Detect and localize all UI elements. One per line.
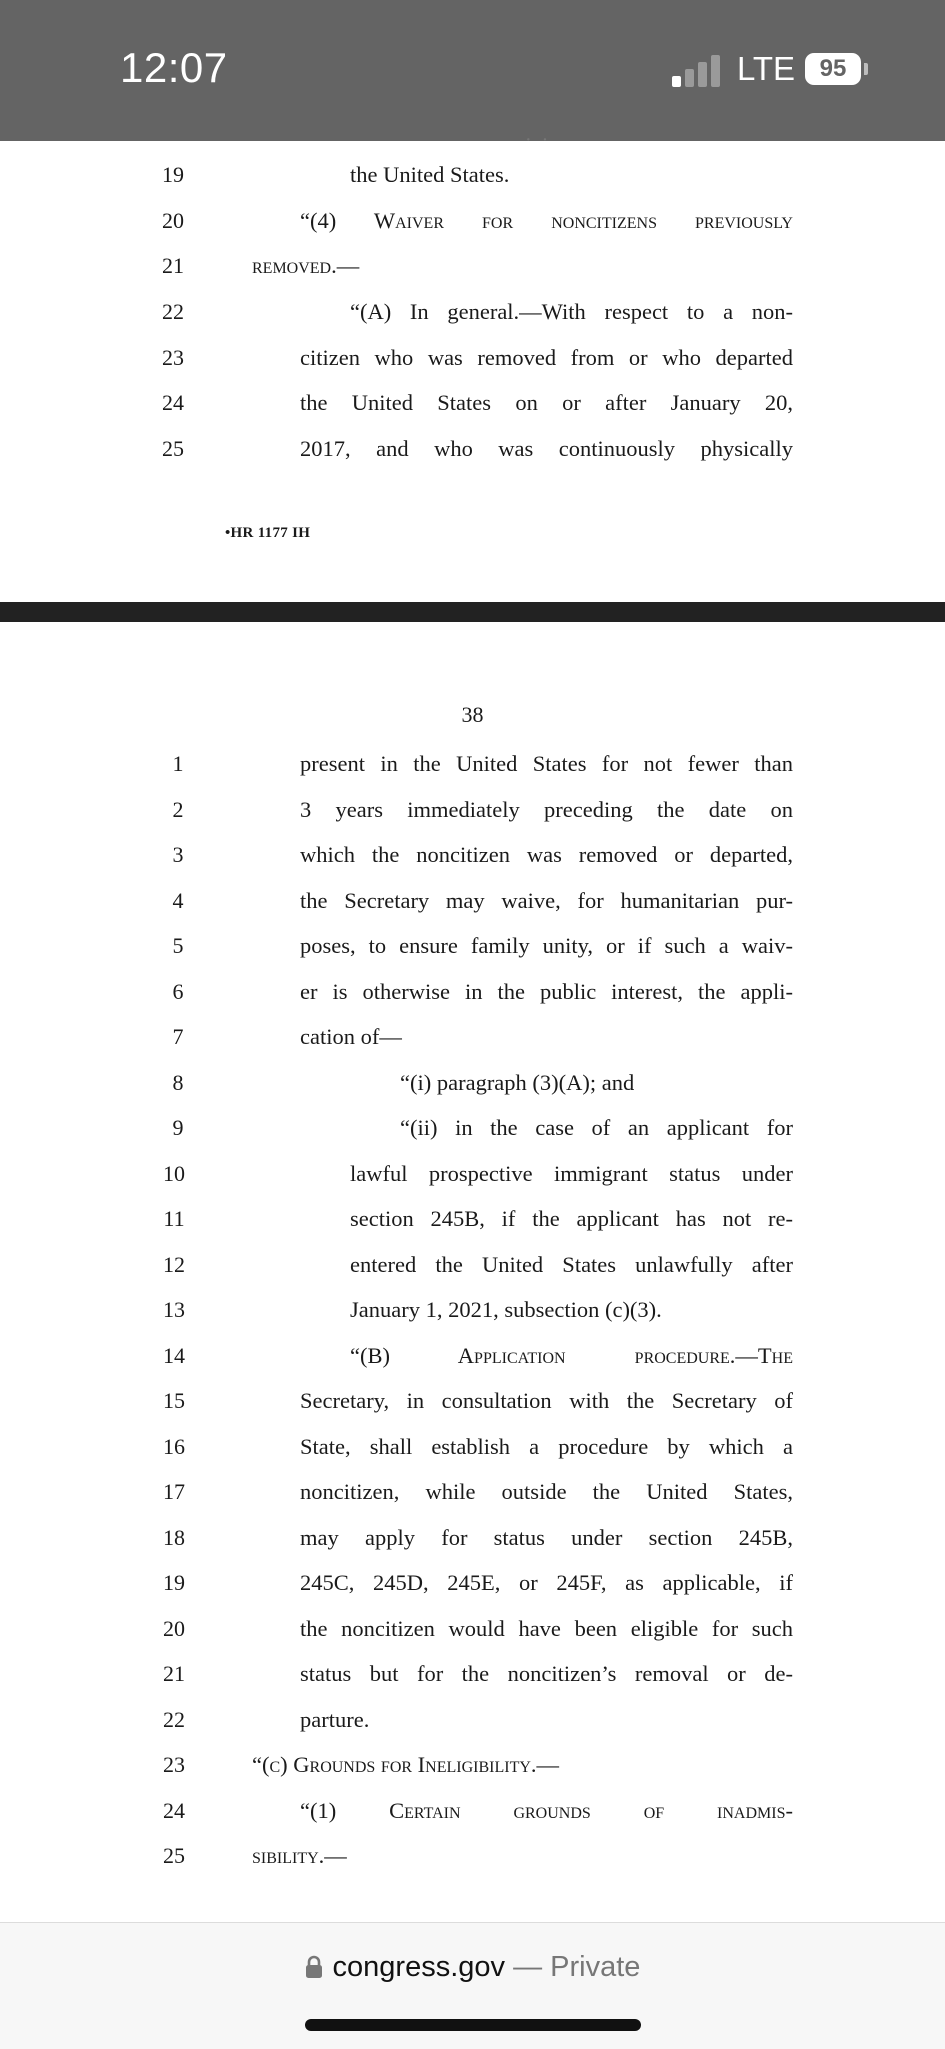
- text-line: the United States.: [350, 162, 510, 187]
- text-line: parture.: [300, 1707, 370, 1732]
- line-number: 16: [163, 1434, 185, 1459]
- text-line: “(B) Application procedure.—The: [350, 1343, 793, 1368]
- line-number: 9: [172, 1115, 184, 1140]
- status-bar: [0, 0, 945, 141]
- text-line: status but for the noncitizen’s removal or de-: [300, 1661, 793, 1686]
- line-number: 13: [163, 1297, 185, 1322]
- text-line: which the noncitizen was removed or departed,: [300, 842, 793, 867]
- line-number: 21: [162, 253, 184, 278]
- private-mode-label: Private: [550, 1951, 641, 1983]
- text-line: entered the United States unlawfully after: [350, 1252, 793, 1277]
- line-number: 22: [163, 1707, 185, 1732]
- page-divider: [0, 602, 945, 622]
- line-number: 7: [172, 1024, 184, 1049]
- line-number: 12: [163, 1252, 185, 1277]
- line-number: 4: [172, 888, 184, 913]
- signal-strength-icon: [672, 53, 720, 87]
- text-line: the United States on or after January 20,: [300, 390, 793, 415]
- battery-tip: [864, 63, 868, 75]
- line-number: 19: [163, 1570, 185, 1595]
- text-line: poses, to ensure family unity, or if such a waiv-: [300, 933, 793, 958]
- document-page-38: [0, 622, 945, 1922]
- text-line: Secretary, in consultation with the Secretary of: [300, 1388, 793, 1413]
- bill-identifier: •HR 1177 IH: [225, 525, 311, 541]
- page-top-continuation-mark: · ·: [525, 129, 549, 151]
- text-line: the Secretary may waive, for humanitarian pur-: [300, 888, 793, 913]
- text-line: January 1, 2021, subsection (c)(3).: [350, 1297, 662, 1322]
- text-line: “(ii) in the case of an applicant for: [400, 1115, 793, 1140]
- line-number: 11: [163, 1206, 185, 1231]
- text-line: citizen who was removed from or who departed: [300, 345, 793, 370]
- text-line: may apply for status under section 245B,: [300, 1525, 793, 1550]
- network-type: LTE: [737, 50, 796, 87]
- text-line: lawful prospective immigrant status under: [350, 1161, 793, 1186]
- line-number: 19: [162, 162, 184, 187]
- text-line: er is otherwise in the public interest, the appli-: [300, 979, 793, 1004]
- line-number: 5: [172, 933, 184, 958]
- text-line: sibility.—: [252, 1843, 347, 1868]
- page-number: 38: [461, 702, 484, 727]
- text-line: removed.—: [252, 253, 360, 278]
- line-number: 21: [163, 1661, 185, 1686]
- line-number: 2: [172, 797, 184, 822]
- line-number: 24: [162, 390, 184, 415]
- text-line: present in the United States for not fewer than: [300, 751, 793, 776]
- line-number: 15: [163, 1388, 185, 1413]
- line-number: 1: [172, 751, 184, 776]
- line-number: 8: [172, 1070, 184, 1095]
- text-line: the noncitizen would have been eligible for such: [300, 1616, 793, 1641]
- line-number: 22: [162, 299, 184, 324]
- text-line: “(i) paragraph (3)(A); and: [400, 1070, 635, 1095]
- url-domain: congress.gov: [332, 1951, 506, 1983]
- home-indicator[interactable]: [305, 2019, 641, 2031]
- line-number: 3: [172, 842, 184, 867]
- url-separator: —: [513, 1951, 543, 1983]
- line-number: 23: [162, 345, 184, 370]
- line-number: 25: [163, 1843, 185, 1868]
- line-number: 20: [163, 1616, 185, 1641]
- text-line: noncitizen, while outside the United States,: [300, 1479, 793, 1504]
- line-number: 24: [163, 1798, 185, 1823]
- lock-icon: [305, 1954, 323, 1987]
- browser-bottom-bar: [0, 1922, 945, 2049]
- text-line: “(4) Waiver for noncitizens previously: [300, 208, 793, 233]
- line-number: 6: [172, 979, 184, 1004]
- text-line: “(A) In general.—With respect to a non-: [350, 299, 793, 324]
- line-number: 18: [163, 1525, 185, 1550]
- line-number: 20: [162, 208, 184, 233]
- text-line: 3 years immediately preceding the date on: [300, 797, 793, 822]
- document-page-top: [0, 129, 945, 601]
- text-line: State, shall establish a procedure by which a: [300, 1434, 793, 1459]
- text-line: “(1) Certain grounds of inadmis-: [300, 1798, 793, 1823]
- text-line: cation of—: [300, 1024, 402, 1049]
- line-number: 23: [163, 1752, 185, 1777]
- battery-icon: 95: [805, 53, 861, 85]
- text-line: 245C, 245D, 245E, or 245F, as applicable, if: [300, 1570, 793, 1595]
- line-number: 25: [162, 436, 184, 461]
- line-number: 14: [163, 1343, 185, 1368]
- line-number: 10: [163, 1161, 185, 1186]
- status-time: 12:07: [120, 44, 228, 91]
- text-line: 2017, and who was continuously physically: [300, 436, 793, 461]
- text-line: section 245B, if the applicant has not re-: [350, 1206, 793, 1231]
- text-line: “(c) Grounds for Ineligibility.—: [252, 1752, 560, 1777]
- address-bar[interactable]: [0, 1951, 945, 1987]
- line-number: 17: [163, 1479, 185, 1504]
